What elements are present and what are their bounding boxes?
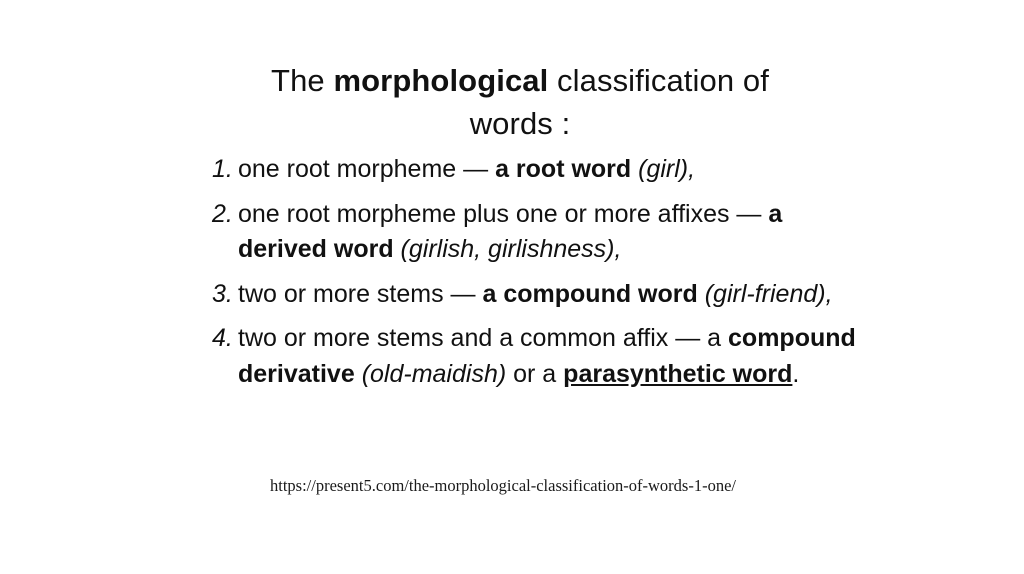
title-line1-bold: morphological [333, 63, 549, 98]
page-title [200, 60, 840, 146]
list-item-italic: (girl), [631, 155, 696, 183]
title-line2: words : [469, 105, 571, 141]
list-item-italic: (girlish, girlishness), [393, 235, 622, 263]
list-item-plain-2: or a [506, 359, 564, 388]
list-item-number: 2. [212, 199, 233, 228]
list-item-italic: (old-maidish) [354, 359, 507, 388]
title-line1-pre: The [271, 63, 334, 98]
list-item-number: 4. [212, 324, 233, 352]
list-item-text [238, 197, 862, 268]
source-url[interactable]: https://present5.com/the-morphological-classification-of-words-1-one/ [270, 476, 736, 495]
list-item-number: 1. [212, 155, 233, 183]
list-item-plain: one root morpheme plus one or more affixes — [238, 199, 769, 228]
list-item-text [238, 277, 862, 313]
list-item-text [238, 152, 862, 188]
list-item [212, 152, 862, 188]
list-item-bold: a derived word [238, 199, 783, 263]
list-item-italic: (girl-friend), [697, 279, 833, 308]
list-item-bold: compound derivative [238, 324, 856, 388]
list-item-number: 3. [212, 279, 233, 308]
classification-list [212, 152, 862, 401]
list-item-text [238, 321, 862, 392]
title-line1-post: classification of [548, 63, 769, 98]
list-item-plain: two or more stems and a common affix — a [238, 324, 729, 352]
list-item [212, 197, 862, 268]
list-item-plain: one root morpheme — [238, 155, 496, 183]
list-item [212, 321, 862, 392]
list-item-bold: a compound word [482, 279, 698, 308]
list-item-tail: . [792, 359, 800, 388]
list-item [212, 277, 862, 313]
list-item-underlined: parasynthetic word [563, 359, 793, 388]
list-item-bold: a root word [495, 155, 632, 183]
list-item-plain: two or more stems — [238, 279, 483, 308]
